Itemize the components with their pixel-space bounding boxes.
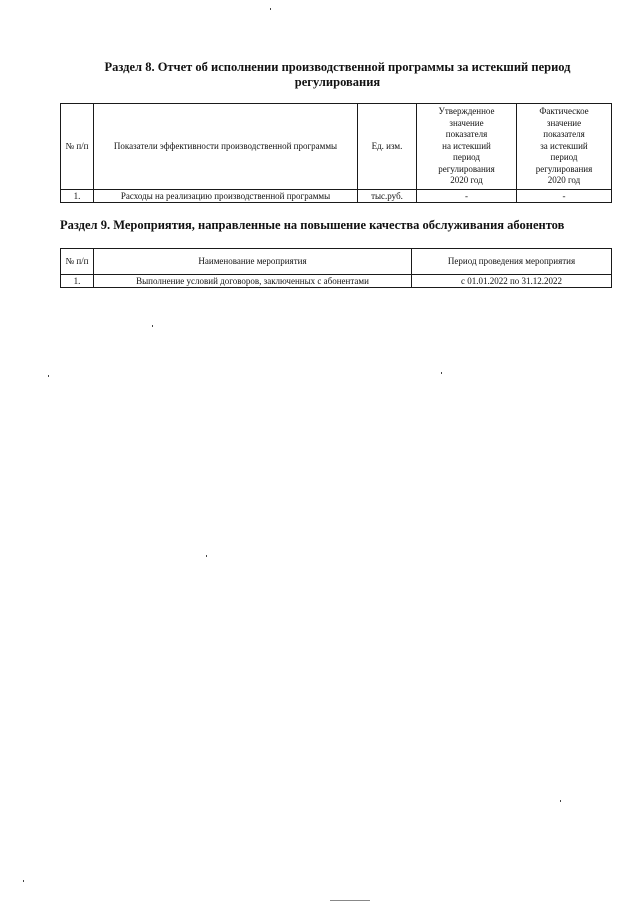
table-row [61,190,612,203]
row-indicator: Расходы на реализацию производственной программы [94,190,358,203]
scan-speck [441,372,442,374]
section-8-title: Раздел 8. Отчет об исполнении производственной программы за истекший период регулирования [104,60,571,89]
section-9-table [60,248,612,288]
scan-speck [152,325,153,327]
scan-speck [23,880,24,882]
scan-speck [560,800,561,802]
header-event-name: Наименование мероприятия [94,249,412,275]
row-event-period: с 01.01.2022 по 31.12.2022 [412,275,612,288]
section-9-title: Раздел 9. Мероприятия, направленные на повышение качества обслуживания абонентов [60,218,565,232]
row-num: 1. [61,190,94,203]
header-approved-value: Утвержденное значение показателя на истекший период регулирования 2020 год [417,104,517,190]
header-actual-value: Фактическое значение показателя за истекший период регулирования 2020 год [517,104,612,190]
table-header-row [61,249,612,275]
scan-speck [330,900,370,901]
header-event-period: Период проведения мероприятия [412,249,612,275]
table-row [61,275,612,288]
row-num: 1. [61,275,94,288]
section-8-table [60,103,612,203]
row-actual-value: - [517,190,612,203]
row-event-name: Выполнение условий договоров, заключенных с абонентами [94,275,412,288]
scan-speck [270,8,271,10]
table-header-row [61,104,612,190]
row-unit: тыс.руб. [358,190,417,203]
header-indicator: Показатели эффективности производственной программы [94,104,358,190]
header-num: № п/п [61,104,94,190]
scan-speck [48,375,49,377]
header-unit: Ед. изм. [358,104,417,190]
row-approved-value: - [417,190,517,203]
scan-speck [206,555,207,557]
header-num: № п/п [61,249,94,275]
